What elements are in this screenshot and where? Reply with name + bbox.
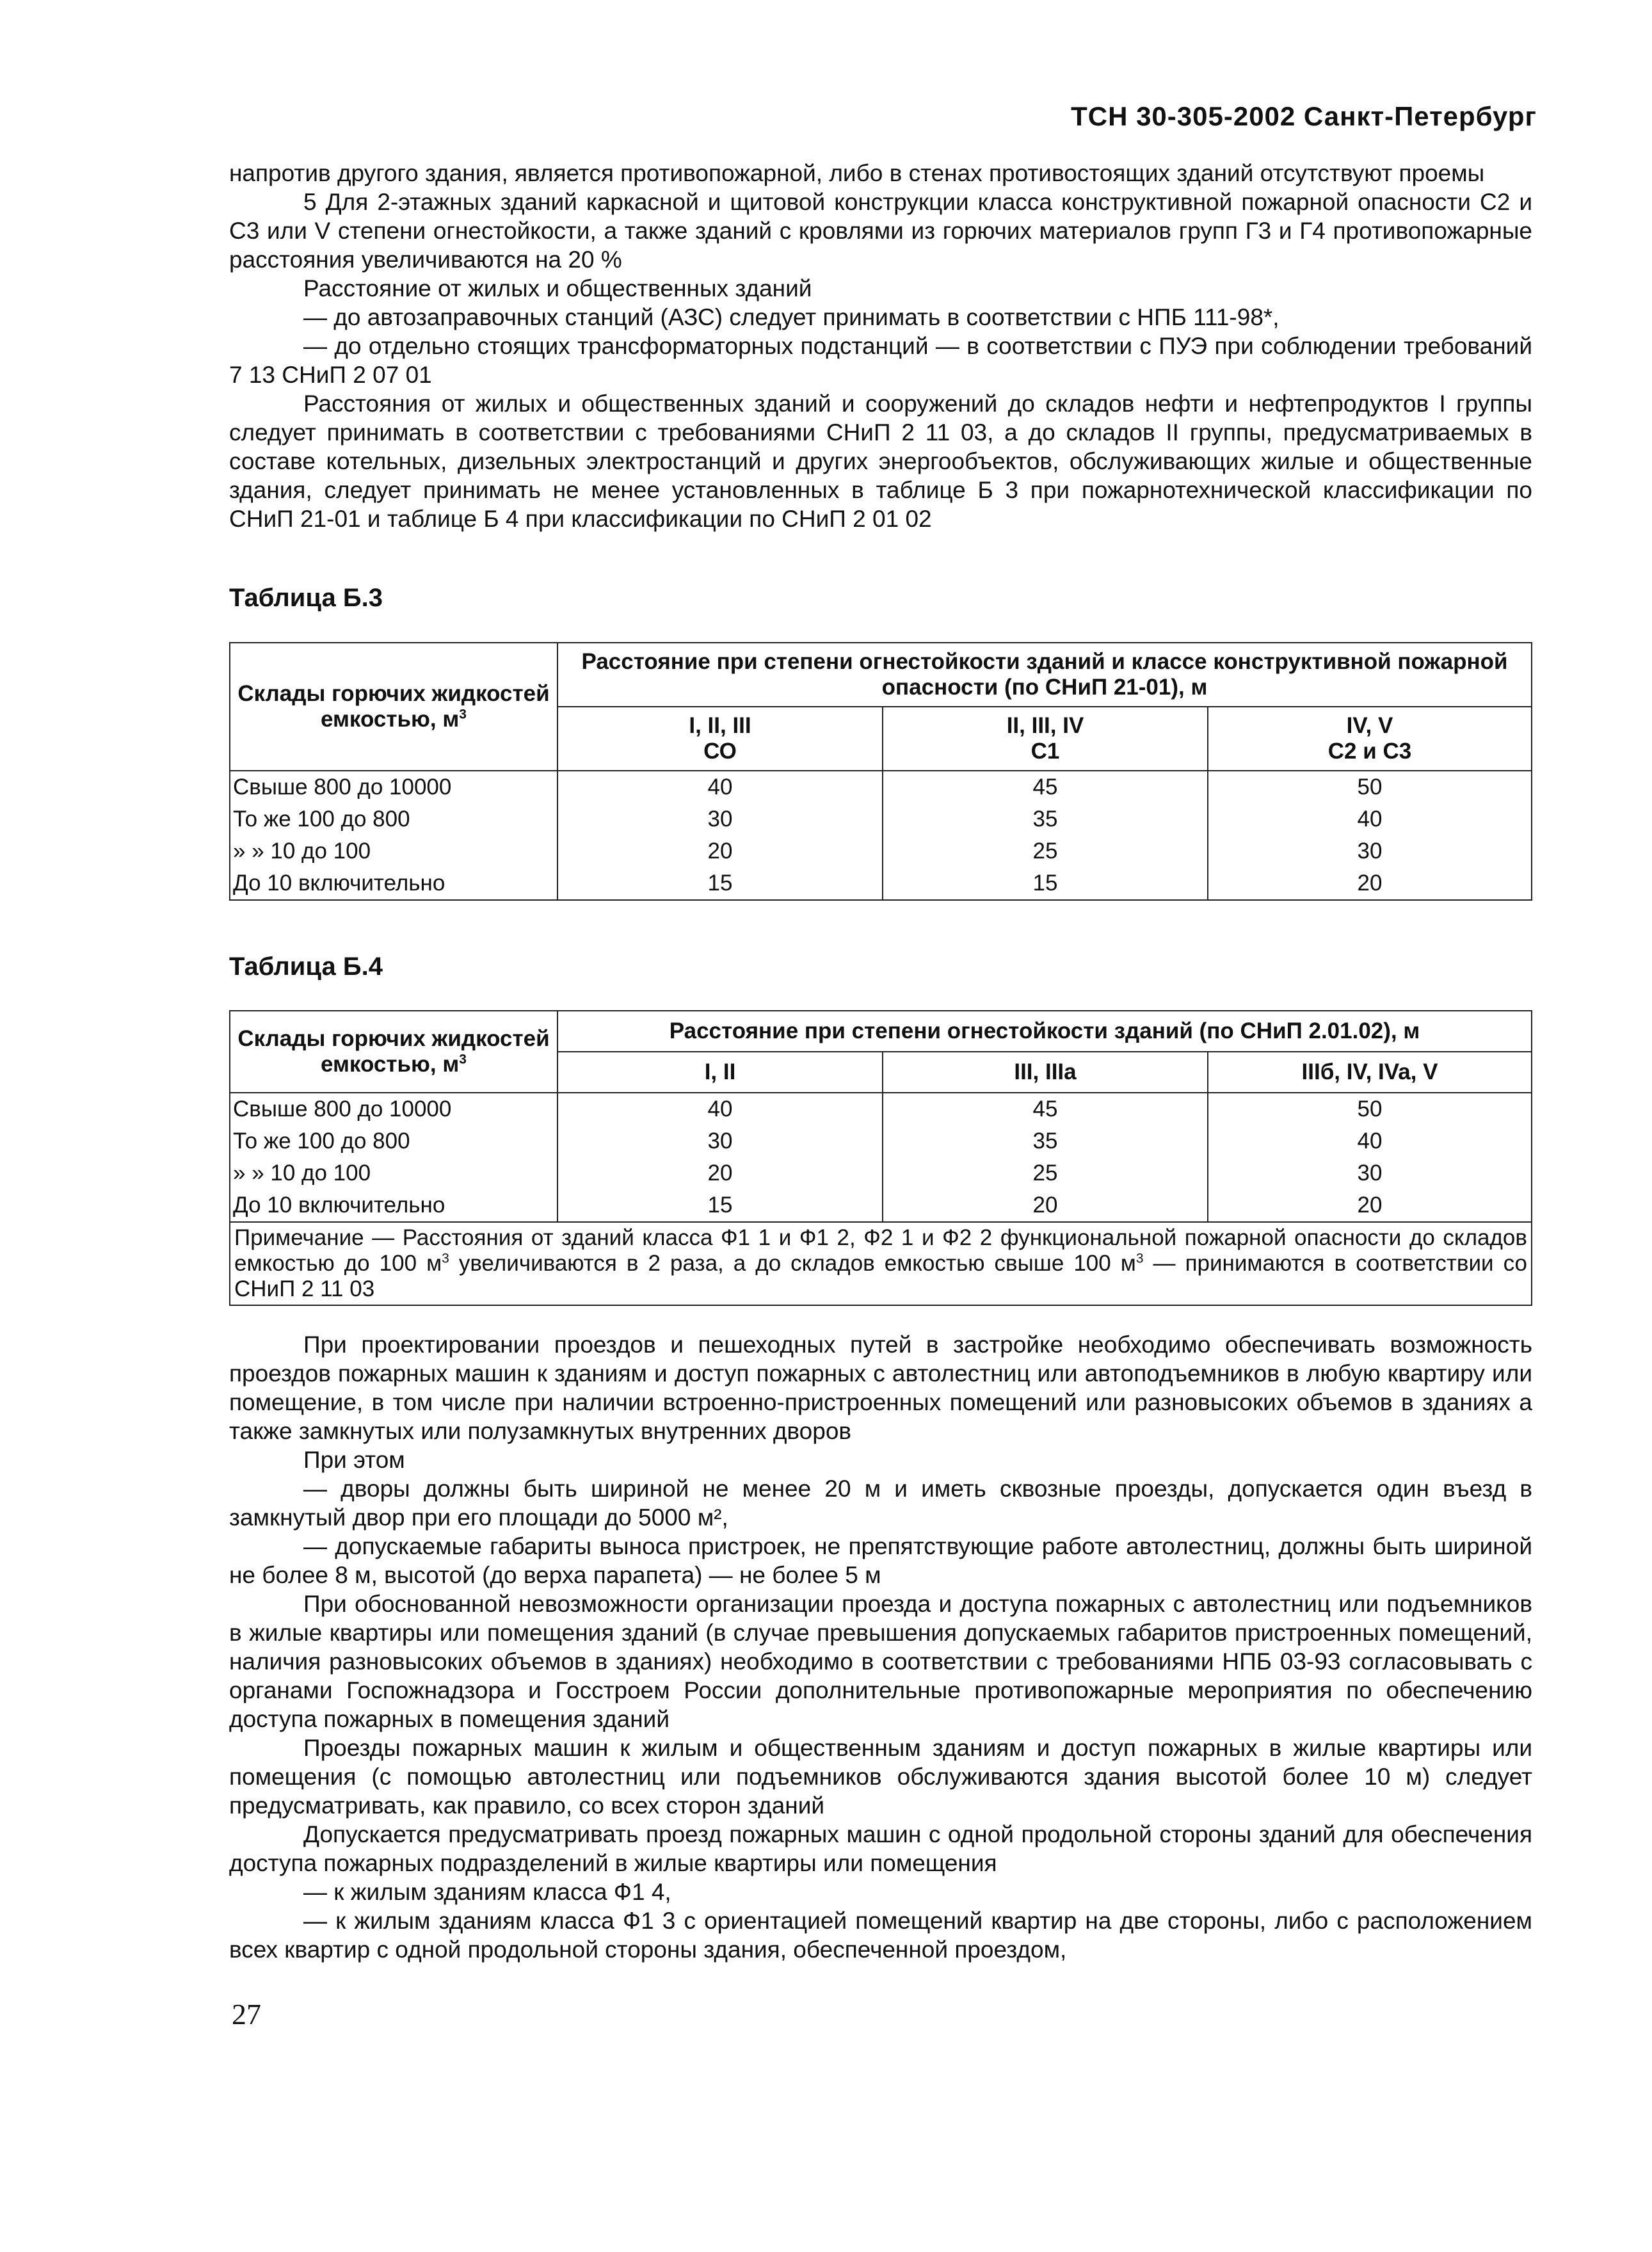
table-cell: » » 10 до 100 [230, 835, 557, 867]
table-cell: То же 100 до 800 [230, 803, 557, 835]
table-row [230, 771, 1532, 803]
table-cell: До 10 включительно [230, 1189, 557, 1222]
table-cell: 15 [883, 867, 1208, 900]
table-b4-col0-header: Склады горючих жидкостей емкостью, $м^3$ [230, 1011, 557, 1093]
table-cell: До 10 включительно [230, 867, 557, 900]
table-cell: 45 [883, 771, 1208, 803]
table-cell: 45 [883, 1093, 1208, 1125]
table-cell: 20 [883, 1189, 1208, 1222]
paragraph: — к жилым зданиям класса Ф1 4, [303, 1879, 671, 1905]
table-b3 [229, 642, 1532, 901]
table-cell: 40 [557, 1093, 883, 1125]
table-b4-note: Примечание — Расстояния от зданий класса Ф1 1 и Ф1 2, Ф2 1 и Ф2 2 функциональной пожарной опасности до складов емкостью до 100 $м^3$ увеличиваются в 2 раза, а до складов емкостью свыше 100 $м^3$ — принимаются в соответствии со СНиП 2 11 03 [230, 1222, 1532, 1305]
table-b3-group-header: Расстояние при степени огнестойкости зданий и классе конструктивной пожарной опасности (по СНиП 21-01), м [557, 643, 1532, 707]
paragraph: — допускаемые габариты выноса пристроек, не препятствующие работе автолестниц, должны быть шириной не более 8 м, высотой (до верха парапета) — не более 5 м [229, 1533, 1532, 1588]
table-cell: 20 [557, 1157, 883, 1189]
table-cell: 35 [883, 803, 1208, 835]
page-number: 27 [232, 1998, 261, 2031]
table-cell: Свыше 800 до 10000 [230, 1093, 557, 1125]
table-cell: 20 [557, 835, 883, 867]
table-row [230, 1189, 1532, 1222]
table-b3-subheader: IV, V С2 и С3 [1208, 707, 1532, 771]
paragraph: Расстояние от жилых и общественных зданий [303, 275, 812, 302]
paragraph: Расстояния от жилых и общественных зданий и сооружений до складов нефти и нефтепродуктов I группы следует принимать в соответствии с требованиями СНиП 2 11 03, а до складов II группы, предусматриваемых в составе котельных, дизельных электростанций и других энергообъектов, обслуживающих жилые и общественные здания, следует принимать не менее установленных в таблице Б 3 при пожарнотехнической классификации по СНиП 21-01 и таблице Б 4 при классификации по СНиП 2 01 02 [229, 390, 1532, 532]
top-text-block [229, 159, 1532, 533]
table-cell: 15 [557, 1189, 883, 1222]
paragraph: — к жилым зданиям класса Ф1 3 с ориентацией помещений квартир на две стороны, либо с расположением всех квартир с одной продольной стороны здания, обеспеченной проездом, [229, 1908, 1532, 1963]
table-b3-subheader: I, II, III СО [557, 707, 883, 771]
table-row [230, 803, 1532, 835]
table-cell: 20 [1208, 1189, 1532, 1222]
table-b4 [229, 1010, 1532, 1306]
table-cell: 30 [557, 1125, 883, 1157]
table-cell: 30 [1208, 835, 1532, 867]
table-b3-col0-header: Склады горючих жидкостей емкостью, $м^3$ [230, 643, 557, 771]
paragraph: — до автозаправочных станций (АЗС) следует принимать в соответствии с НПБ 111-98*, [303, 304, 1279, 330]
table-cell: 35 [883, 1125, 1208, 1157]
table-cell: 25 [883, 835, 1208, 867]
table-b4-subheader: III, IIIa [883, 1052, 1208, 1093]
table-row [230, 1157, 1532, 1189]
table-cell: 30 [1208, 1157, 1532, 1189]
table-cell: Свыше 800 до 10000 [230, 771, 557, 803]
table-cell: 50 [1208, 1093, 1532, 1125]
paragraph: — до отдельно стоящих трансформаторных подстанций — в соответствии с ПУЭ при соблюдении требований 7 13 СНиП 2 07 01 [229, 333, 1532, 388]
table-b4-caption: Таблица Б.4 [229, 953, 383, 981]
table-cell: 25 [883, 1157, 1208, 1189]
table-cell: 40 [557, 771, 883, 803]
table-row [230, 867, 1532, 900]
paragraph: напротив другого здания, является противопожарной, либо в стенах противостоящих зданий отсутствуют проемы [229, 160, 1485, 186]
table-cell: 40 [1208, 803, 1532, 835]
paragraph: Проезды пожарных машин к жилым и общественным зданиям и доступ пожарных в жилые квартиры или помещения (с помощью автолестниц или подъемников обслуживаются здания высотой более 10 м) следует предусматривать, как правило, со всех сторон зданий [229, 1735, 1532, 1819]
table-cell: 50 [1208, 771, 1532, 803]
page-header: ТСН 30-305-2002 Санкт-Петербург [1071, 101, 1537, 131]
table-cell: 30 [557, 803, 883, 835]
paragraph: При обоснованной невозможности организации проезда и доступа пожарных с автолестниц или подъемников в жилые квартиры или помещения зданий (в случае превышения допускаемых габаритов пристроенных помещений, наличия разновысоких объемов в зданиях) необходимо в соответствии с требованиями НПБ 03-93 согласовывать с органами Госпожнадзора и Госстроем России дополнительные противопожарные мероприятия по обеспечению доступа пожарных в помещения зданий [229, 1591, 1532, 1732]
paragraph: 5 Для 2-этажных зданий каркасной и щитовой конструкции класса конструктивной пожарной опасности С2 и С3 или V степени огнестойкости, а также зданий с кровлями из горючих материалов групп Г3 и Г4 противопожарные расстояния увеличиваются на 20 % [229, 189, 1532, 273]
table-b3-caption: Таблица Б.3 [229, 584, 383, 612]
table-cell: 40 [1208, 1125, 1532, 1157]
table-b4-subheader: IIIб, IV, IVa, V [1208, 1052, 1532, 1093]
table-b4-group-header: Расстояние при степени огнестойкости зданий (по СНиП 2.01.02), м [557, 1011, 1532, 1052]
paragraph: — дворы должны быть шириной не менее 20 м и иметь сквозные проезды, допускается один въезд в замкнутый двор при его площади до 5000 м², [229, 1476, 1532, 1531]
bottom-text-block [229, 1330, 1532, 1964]
table-row [230, 835, 1532, 867]
table-cell: » » 10 до 100 [230, 1157, 557, 1189]
table-b3-subheader: II, III, IV С1 [883, 707, 1208, 771]
table-cell: То же 100 до 800 [230, 1125, 557, 1157]
table-b4-subheader: I, II [557, 1052, 883, 1093]
table-row [230, 1093, 1532, 1125]
paragraph: При этом [303, 1447, 405, 1473]
paragraph: Допускается предусматривать проезд пожарных машин с одной продольной стороны зданий для обеспечения доступа пожарных подразделений в жилые квартиры или помещения [229, 1821, 1532, 1876]
paragraph: При проектировании проездов и пешеходных путей в застройке необходимо обеспечивать возможность проездов пожарных машин к зданиям и доступ пожарных с автолестниц или автоподъемников в любую квартиру или помещение, в том числе при наличии встроенно-пристроенных помещений или разновысоких объемов в зданиях а также замкнутых или полузамкнутых внутренних дворов [229, 1331, 1532, 1444]
table-cell: 15 [557, 867, 883, 900]
table-row [230, 1125, 1532, 1157]
table-cell: 20 [1208, 867, 1532, 900]
